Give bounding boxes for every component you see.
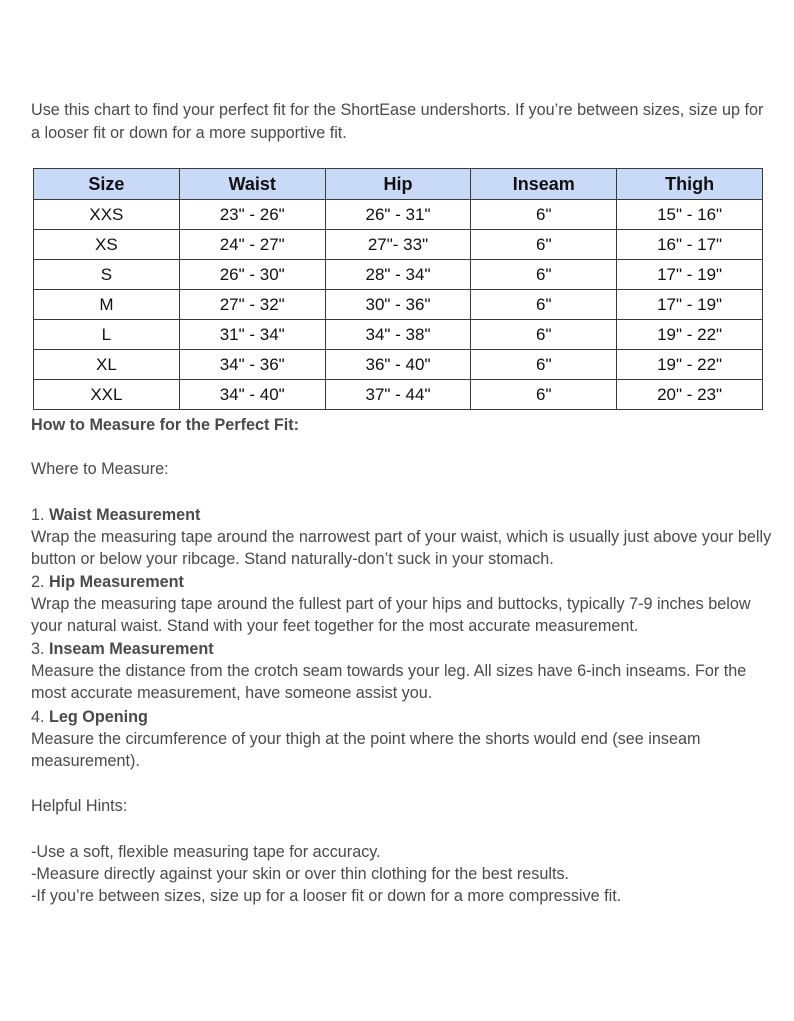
- cell-thigh: 19" - 22": [617, 320, 763, 350]
- table-row: [34, 230, 763, 260]
- cell-thigh: 15" - 16": [617, 200, 763, 230]
- cell-waist: 27" - 32": [179, 290, 325, 320]
- cell-thigh: 19" - 22": [617, 350, 763, 380]
- step-number: 1.: [31, 506, 45, 524]
- cell-inseam: 6": [471, 200, 617, 230]
- helpful-hints-heading: Helpful Hints:: [31, 797, 128, 815]
- cell-hip: 34" - 38": [325, 320, 471, 350]
- hint-item: -Use a soft, flexible measuring tape for accuracy.: [31, 843, 381, 861]
- table-row: [34, 290, 763, 320]
- step-description: Wrap the measuring tape around the narrowest part of your waist, which is usually just above your belly button or below your ribcage. Stand naturally-don’t suck in your stomach.: [31, 528, 772, 568]
- cell-hip: 37" - 44": [325, 380, 471, 410]
- cell-hip: 36" - 40": [325, 350, 471, 380]
- cell-size: XXL: [34, 380, 180, 410]
- table-row: [34, 320, 763, 350]
- cell-inseam: 6": [471, 290, 617, 320]
- column-header-waist: Waist: [179, 169, 325, 200]
- cell-waist: 24" - 27": [179, 230, 325, 260]
- cell-inseam: 6": [471, 380, 617, 410]
- cell-size: XS: [34, 230, 180, 260]
- cell-waist: 23" - 26": [179, 200, 325, 230]
- step-hip: [31, 571, 776, 637]
- cell-waist: 31" - 34": [179, 320, 325, 350]
- table-row: [34, 380, 763, 410]
- cell-waist: 34" - 36": [179, 350, 325, 380]
- cell-inseam: 6": [471, 230, 617, 260]
- cell-size: XL: [34, 350, 180, 380]
- cell-size: L: [34, 320, 180, 350]
- cell-hip: 26" - 31": [325, 200, 471, 230]
- cell-size: S: [34, 260, 180, 290]
- column-header-size: Size: [34, 169, 180, 200]
- step-title: Waist Measurement: [49, 506, 201, 524]
- cell-hip: 30" - 36": [325, 290, 471, 320]
- cell-hip: 28" - 34": [325, 260, 471, 290]
- table-header-row: [34, 169, 763, 200]
- cell-size: M: [34, 290, 180, 320]
- cell-hip: 27"- 33": [325, 230, 471, 260]
- step-title-line: [31, 571, 776, 593]
- step-title-line: [31, 504, 776, 526]
- cell-inseam: 6": [471, 320, 617, 350]
- hint-item: -Measure directly against your skin or over thin clothing for the best results.: [31, 865, 570, 883]
- cell-thigh: 20" - 23": [617, 380, 763, 410]
- step-number: 2.: [31, 573, 45, 591]
- cell-size: XXS: [34, 200, 180, 230]
- step-leg-opening: [31, 706, 776, 772]
- step-description: Wrap the measuring tape around the fullest part of your hips and buttocks, typically 7-9 inches below your natural waist. Stand with your feet together for the most accurate measurement.: [31, 595, 751, 635]
- step-title-line: [31, 638, 776, 660]
- cell-inseam: 6": [471, 260, 617, 290]
- step-title: Leg Opening: [49, 708, 148, 726]
- step-title: Hip Measurement: [49, 573, 184, 591]
- step-number: 4.: [31, 708, 45, 726]
- step-description: Measure the circumference of your thigh at the point where the shorts would end (see inseam measurement).: [31, 730, 701, 770]
- column-header-hip: Hip: [325, 169, 471, 200]
- step-number: 3.: [31, 640, 45, 658]
- table-row: [34, 350, 763, 380]
- step-title-line: [31, 706, 776, 728]
- cell-waist: 26" - 30": [179, 260, 325, 290]
- how-to-measure-heading: How to Measure for the Perfect Fit:: [31, 416, 300, 434]
- cell-thigh: 16" - 17": [617, 230, 763, 260]
- step-title: Inseam Measurement: [49, 640, 214, 658]
- column-header-inseam: Inseam: [471, 169, 617, 200]
- cell-waist: 34" - 40": [179, 380, 325, 410]
- table-row: [34, 260, 763, 290]
- step-description: Measure the distance from the crotch seam towards your leg. All sizes have 6-inch inseams. For the most accurate measurement, have someone assist you.: [31, 662, 747, 702]
- where-to-measure-label: Where to Measure:: [31, 460, 169, 478]
- hints-list: [31, 841, 776, 907]
- hint-item: -If you’re between sizes, size up for a looser fit or down for a more compressive fit.: [31, 887, 622, 905]
- table-row: [34, 200, 763, 230]
- size-chart-table: [33, 168, 763, 410]
- column-header-thigh: Thigh: [617, 169, 763, 200]
- intro-paragraph: Use this chart to find your perfect fit for the ShortEase undershorts. If you’re between sizes, size up for a looser fit or down for a more supportive fit.: [31, 101, 764, 142]
- step-inseam: [31, 638, 776, 704]
- step-waist: [31, 504, 776, 570]
- cell-inseam: 6": [471, 350, 617, 380]
- cell-thigh: 17" - 19": [617, 260, 763, 290]
- cell-thigh: 17" - 19": [617, 290, 763, 320]
